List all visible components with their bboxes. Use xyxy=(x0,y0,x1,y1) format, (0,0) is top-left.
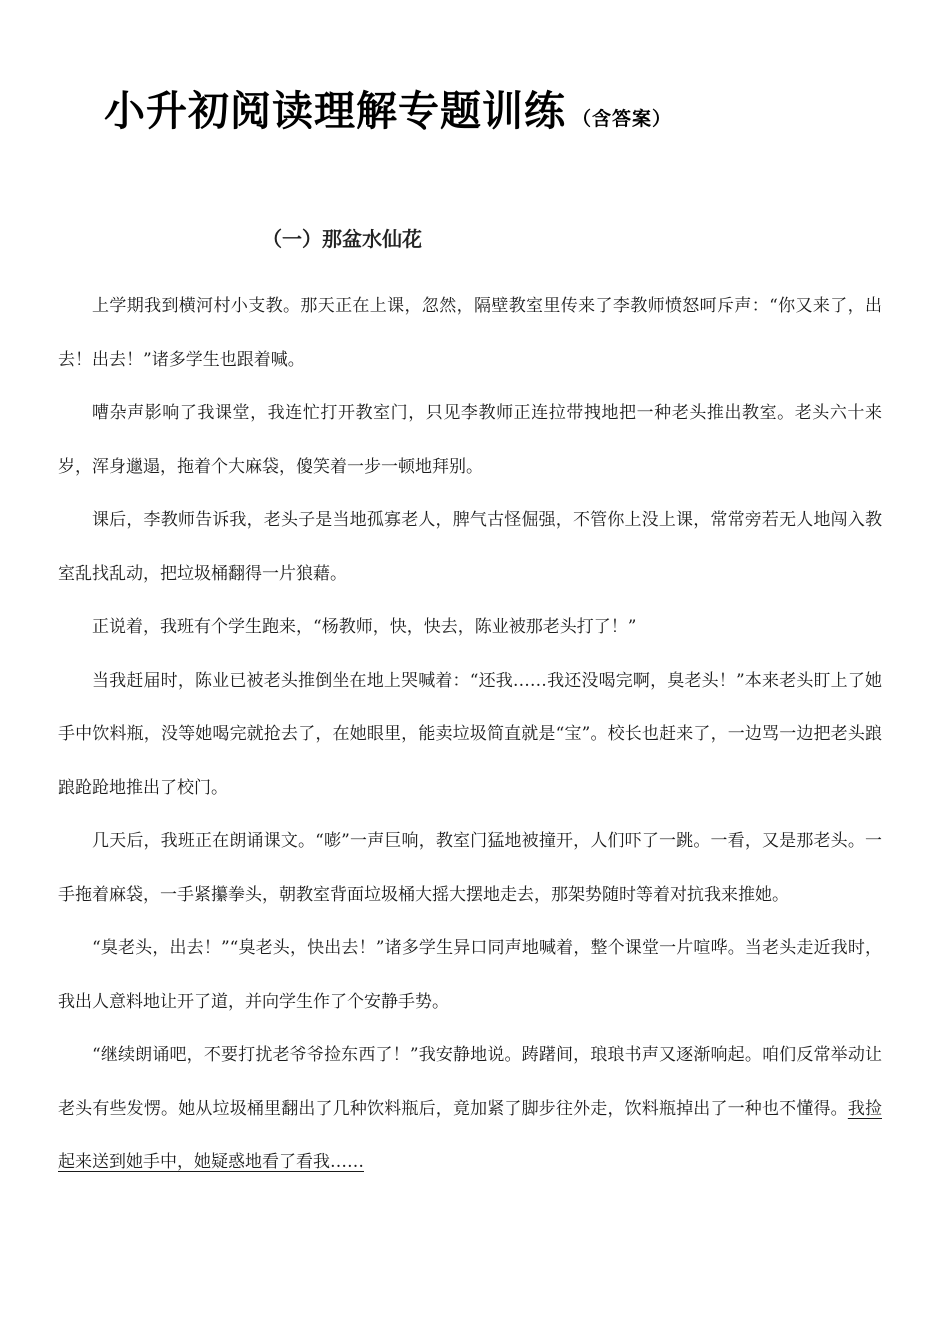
paragraph: “臭老头，出去！”“臭老头，快出去！”诸多学生异口同声地喊着，整个课堂一片喧哗。当老头走近我时，我出人意料地让开了道，并向学生作了个安静手势。 xyxy=(58,938,882,1012)
paragraph: 上学期我到横河村小支教。那天正在上课，忽然，隔壁教室里传来了李教师愤怒呵斥声：“你又来了，出去！出去！”诸多学生也跟着喊。 xyxy=(58,296,882,370)
title-answer-note: （含答案） xyxy=(572,108,673,130)
paragraph-text: “继续朗诵吧，不要打扰老爷爷捡东西了！”我安静地说。踌躇间，琅琅书声又逐渐响起。咱们反常举动让老头有些发愣。她从垃圾桶里翻出了几种饮料瓶后，竟加紧了脚步往外走，饮料瓶掉出了一种也不懂得。 xyxy=(58,1045,882,1119)
section-heading: （一）那盆水仙花 xyxy=(262,227,422,251)
paragraph-last xyxy=(58,1029,882,1190)
document-title xyxy=(104,78,672,137)
paragraph: 当我赶届时，陈业已被老头推倒坐在地上哭喊着：“还我……我还没喝完啊，臭老头！”本来老头盯上了她手中饮料瓶，没等她喝完就抢去了，在她眼里，能卖垃圾简直就是“宝”。校长也赶来了，一边骂一边把老头踉踉跄跄地推出了校门。 xyxy=(58,670,882,798)
story-body xyxy=(58,280,882,1190)
paragraph: 嘈杂声影响了我课堂，我连忙打开教室门，只见李教师正连拉带拽地把一种老头推出教室。老头六十来岁，浑身邋遢，拖着个大麻袋，傻笑着一步一顿地拜别。 xyxy=(58,403,882,477)
paragraph: 正说着，我班有个学生跑来，“杨教师，快，快去，陈业被那老头打了！” xyxy=(92,617,637,637)
title-main-text: 小升初阅读理解专题训练 xyxy=(104,87,566,135)
paragraph: 课后，李教师告诉我，老头子是当地孤寡老人，脾气古怪倔强，不管你上没上课，常常旁若无人地闯入教室乱找乱动，把垃圾桶翻得一片狼藉。 xyxy=(58,510,882,584)
underlined-sentence: 我捡起来送到她手中，她疑惑地看了看我…… xyxy=(58,1098,882,1172)
paragraph: 几天后，我班正在朗诵课文。“嘭”一声巨响，教室门猛地被撞开，人们吓了一跳。一看，又是那老头。一手拖着麻袋，一手紧攥拳头，朝教室背面垃圾桶大摇大摆地走去，那架势随时等着对抗我来推她。 xyxy=(58,831,882,905)
